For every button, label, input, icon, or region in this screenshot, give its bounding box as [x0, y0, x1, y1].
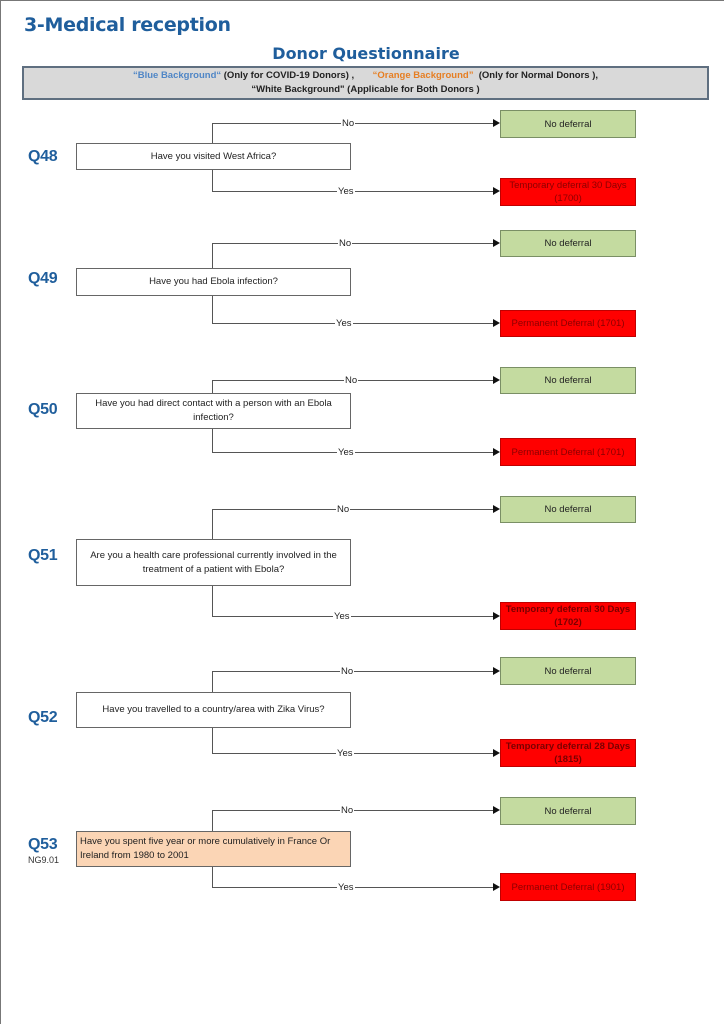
- arrow-head-icon: [493, 448, 500, 456]
- question-box: Have you visited West Africa?: [76, 143, 351, 170]
- outcome-deferral: Temporary deferral 30 Days (1700): [500, 178, 636, 206]
- branch-label-yes: Yes: [337, 748, 353, 759]
- document-title: Donor Questionnaire: [272, 44, 460, 63]
- connector-no-vertical: [212, 123, 213, 143]
- question-sub-code: NG9.01: [28, 855, 60, 865]
- question-box: Have you spent five year or more cumulatively in France Or Ireland from 1980 to 2001: [76, 831, 351, 867]
- outcome-no-deferral: No deferral: [500, 367, 636, 394]
- connector-yes-vertical: [212, 586, 213, 616]
- legend-blue-desc: (Only for COVID-19 Donors) ,: [221, 70, 373, 81]
- branch-label-no: No: [342, 118, 355, 129]
- legend-blue-label: “Blue Background“: [132, 70, 222, 81]
- legend-line-1: [24, 69, 707, 83]
- legend-orange-desc: (Only for Normal Donors ),: [473, 70, 599, 81]
- connector-yes-vertical: [212, 429, 213, 452]
- question-id: Q51: [28, 547, 58, 564]
- arrow-head-icon: [493, 119, 500, 127]
- question-box: Have you had Ebola infection?: [76, 268, 351, 296]
- section-title: 3-Medical reception: [24, 14, 231, 36]
- branch-label-yes: Yes: [336, 318, 352, 329]
- question-id: Q48: [28, 148, 58, 165]
- arrow-head-icon: [493, 883, 500, 891]
- outcome-deferral: Temporary deferral 30 Days (1702): [500, 602, 636, 630]
- outcome-no-deferral: No deferral: [500, 230, 636, 257]
- arrow-head-icon: [493, 187, 500, 195]
- outcome-no-deferral: No deferral: [500, 657, 636, 685]
- outcome-deferral: Permanent Deferral (1901): [500, 873, 636, 901]
- branch-label-yes: Yes: [334, 611, 350, 622]
- legend-orange-label: “Orange Background”: [372, 70, 474, 81]
- connector-yes-vertical: [212, 170, 213, 191]
- question-box: Have you travelled to a country/area with Zika Virus?: [76, 692, 351, 728]
- question-box: Have you had direct contact with a person with an Ebola infection?: [76, 393, 351, 429]
- arrow-head-icon: [493, 612, 500, 620]
- connector-yes-horizontal: [212, 323, 494, 324]
- outcome-no-deferral: No deferral: [500, 496, 636, 523]
- outcome-deferral: Permanent Deferral (1701): [500, 438, 636, 466]
- branch-label-no: No: [339, 238, 352, 249]
- arrow-head-icon: [493, 505, 500, 513]
- arrow-head-icon: [493, 667, 500, 675]
- outcome-deferral: Temporary deferral 28 Days (1815): [500, 739, 636, 767]
- connector-yes-vertical: [212, 296, 213, 323]
- branch-label-yes: Yes: [338, 186, 354, 197]
- question-box: Are you a health care professional currently involved in the treatment of a patient with Ebola?: [76, 539, 351, 586]
- outcome-deferral: Permanent Deferral (1701): [500, 310, 636, 337]
- background-legend: [22, 66, 709, 100]
- connector-no-vertical: [212, 243, 213, 268]
- question-id: Q49: [28, 270, 58, 287]
- connector-no-horizontal: [212, 243, 494, 244]
- connector-yes-vertical: [212, 867, 213, 887]
- connector-yes-horizontal: [212, 616, 494, 617]
- outcome-no-deferral: No deferral: [500, 797, 636, 825]
- arrow-head-icon: [493, 376, 500, 384]
- connector-no-vertical: [212, 380, 213, 393]
- branch-label-no: No: [345, 375, 358, 386]
- branch-label-no: No: [341, 805, 354, 816]
- branch-label-no: No: [337, 504, 350, 515]
- connector-no-vertical: [212, 509, 213, 539]
- connector-no-vertical: [212, 810, 213, 831]
- connector-yes-vertical: [212, 728, 213, 753]
- branch-label-yes: Yes: [338, 447, 354, 458]
- arrow-head-icon: [493, 239, 500, 247]
- legend-white-line: “White Background" (Applicable for Both Donors ): [251, 84, 480, 95]
- branch-label-yes: Yes: [338, 882, 354, 893]
- connector-no-horizontal: [212, 509, 494, 510]
- arrow-head-icon: [493, 806, 500, 814]
- arrow-head-icon: [493, 319, 500, 327]
- connector-no-vertical: [212, 671, 213, 692]
- arrow-head-icon: [493, 749, 500, 757]
- outcome-no-deferral: No deferral: [500, 110, 636, 138]
- question-id: Q50: [28, 401, 58, 418]
- question-id: Q53: [28, 836, 58, 853]
- question-id: Q52: [28, 709, 58, 726]
- branch-label-no: No: [341, 666, 354, 677]
